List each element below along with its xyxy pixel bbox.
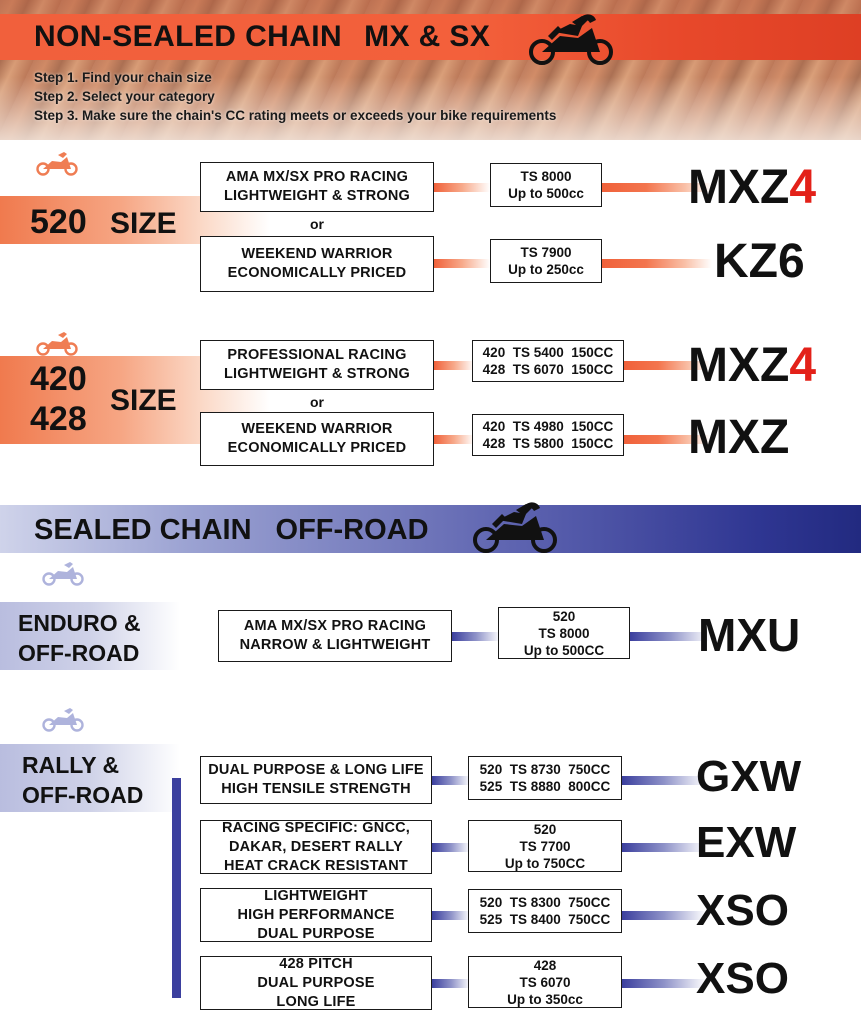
cc-rating: 750CC bbox=[568, 912, 611, 927]
product-code-mxz4-420 bbox=[688, 338, 816, 393]
product-code-gxw: GXW bbox=[696, 752, 802, 801]
cc-size: 520 bbox=[479, 762, 503, 777]
size-number-428: 428 bbox=[30, 400, 87, 438]
product-code-mxu: MXU bbox=[698, 609, 801, 661]
connector-rally-lightweight-code bbox=[622, 911, 706, 920]
connector-420-pro bbox=[434, 361, 474, 370]
cc-box-420-weekend[interactable] bbox=[472, 414, 624, 456]
product-code-text: MXZ bbox=[688, 161, 790, 214]
cc-size: 525 bbox=[479, 912, 503, 927]
category-line-1: WEEKEND WARRIOR bbox=[241, 421, 393, 437]
cc-size: 420 bbox=[482, 419, 506, 434]
cc-line-3: Up to 500CC bbox=[523, 642, 605, 658]
connector-rally-racing-code bbox=[622, 843, 706, 852]
category-line-2: HIGH PERFORMANCE bbox=[237, 906, 395, 923]
cc-ts: TS 8300 bbox=[509, 895, 561, 910]
cc-rating: 800CC bbox=[568, 779, 611, 794]
page-title bbox=[34, 20, 490, 54]
category-line-2: NARROW & LIGHTWEIGHT bbox=[239, 637, 431, 653]
cc-row-2 bbox=[480, 778, 611, 795]
connector-rally-428 bbox=[432, 979, 470, 988]
cc-box-420-pro[interactable] bbox=[472, 340, 624, 382]
cc-ts: TS 8400 bbox=[509, 912, 561, 927]
cc-size: 520 bbox=[479, 895, 503, 910]
cc-row-1 bbox=[483, 344, 614, 361]
cc-ts: TS 4980 bbox=[512, 419, 564, 434]
cc-line-2: TS 6070 bbox=[519, 974, 571, 990]
connector-enduro bbox=[452, 632, 500, 641]
connector-rally-lightweight bbox=[432, 911, 470, 920]
sealed-title-main: SEALED CHAIN bbox=[34, 514, 252, 546]
label-line-1: ENDURO & bbox=[18, 610, 141, 636]
category-line-2: LIGHTWEIGHT & STRONG bbox=[223, 366, 411, 382]
cc-size: 428 bbox=[482, 436, 506, 451]
cc-ts: TS 8730 bbox=[509, 762, 561, 777]
dirt-bike-small-icon-420 bbox=[34, 330, 80, 356]
category-tab-enduro-label bbox=[18, 608, 141, 668]
category-line-1: RACING SPECIFIC: GNCC, bbox=[221, 819, 411, 836]
size-word-520: SIZE bbox=[110, 207, 177, 240]
category-box-rally-lightweight[interactable] bbox=[200, 888, 432, 942]
connector-rally-dual-code bbox=[622, 776, 706, 785]
cc-line-1: 520 bbox=[533, 821, 557, 837]
product-code-xso-428: XSO bbox=[696, 954, 789, 1003]
product-code-mxz-420: MXZ bbox=[688, 411, 790, 464]
page-title-main: NON-SEALED CHAIN bbox=[34, 20, 343, 53]
cc-box-rally-racing[interactable] bbox=[468, 820, 622, 872]
cc-box-rally-lightweight[interactable] bbox=[468, 889, 622, 933]
dirt-bike-icon bbox=[520, 12, 620, 66]
cc-box-enduro[interactable] bbox=[498, 607, 630, 659]
category-line-2: ECONOMICALLY PRICED bbox=[227, 440, 407, 456]
connector-520-pro bbox=[434, 183, 490, 192]
category-tab-rally-label bbox=[22, 750, 143, 810]
category-box-rally-racing[interactable] bbox=[200, 820, 432, 874]
category-box-420-weekend[interactable] bbox=[200, 412, 434, 466]
category-box-rally-428[interactable] bbox=[200, 956, 432, 1010]
cc-row-2 bbox=[483, 435, 614, 452]
connector-520-weekend-code bbox=[602, 259, 712, 268]
cc-line-1: TS 7900 bbox=[520, 245, 572, 260]
category-box-420-pro[interactable] bbox=[200, 340, 434, 390]
cc-ts: TS 5800 bbox=[512, 436, 564, 451]
cc-line-3: Up to 750CC bbox=[504, 855, 586, 871]
cc-rating: 750CC bbox=[568, 762, 611, 777]
rally-branch-line bbox=[172, 778, 181, 998]
category-line-2: LIGHTWEIGHT & STRONG bbox=[223, 188, 411, 204]
category-line-1: WEEKEND WARRIOR bbox=[241, 246, 393, 262]
label-line-2: OFF-ROAD bbox=[18, 640, 140, 666]
category-line-1: AMA MX/SX PRO RACING bbox=[225, 169, 409, 185]
category-line-1: AMA MX/SX PRO RACING bbox=[243, 618, 427, 634]
connector-rally-dual bbox=[432, 776, 470, 785]
cc-row-1 bbox=[480, 761, 611, 778]
size-number-520: 520 bbox=[30, 203, 87, 241]
product-code-kz6-520: KZ6 bbox=[714, 235, 805, 288]
product-code-exw: EXW bbox=[696, 818, 797, 867]
connector-420-weekend bbox=[434, 435, 474, 444]
cc-line-1: 428 bbox=[533, 957, 557, 973]
connector-rally-racing bbox=[432, 843, 470, 852]
sealed-title-sub: OFF-ROAD bbox=[275, 514, 429, 546]
cc-line-2: TS 7700 bbox=[519, 838, 571, 854]
category-line-3: HEAT CRACK RESISTANT bbox=[224, 857, 408, 874]
cc-box-520-pro[interactable] bbox=[490, 163, 602, 207]
category-line-1: LIGHTWEIGHT bbox=[264, 887, 368, 904]
cc-ts: TS 6070 bbox=[512, 362, 564, 377]
cc-rating: 150CC bbox=[571, 419, 614, 434]
step-1: Step 1. Find your chain size bbox=[34, 70, 212, 85]
category-line-3: DUAL PURPOSE bbox=[257, 925, 375, 942]
cc-line-1: 520 bbox=[552, 608, 576, 624]
category-box-520-weekend[interactable] bbox=[200, 236, 434, 292]
step-2: Step 2. Select your category bbox=[34, 89, 215, 104]
product-code-accent: 4 bbox=[789, 339, 817, 392]
non-sealed-header bbox=[0, 0, 861, 140]
cc-line-3: Up to 350cc bbox=[507, 991, 583, 1007]
product-code-mxz4-520 bbox=[688, 160, 816, 215]
size-word-420-428: SIZE bbox=[110, 384, 177, 417]
category-line-1: DUAL PURPOSE & LONG LIFE bbox=[208, 762, 424, 778]
category-line-1: PROFESSIONAL RACING bbox=[227, 347, 407, 363]
cc-ts: TS 5400 bbox=[512, 345, 564, 360]
dirt-bike-small-icon-rally bbox=[40, 706, 86, 732]
category-box-enduro[interactable] bbox=[218, 610, 452, 662]
product-code-text: MXZ bbox=[688, 339, 790, 392]
category-box-rally-dual[interactable] bbox=[200, 756, 432, 804]
category-line-2: DAKAR, DESERT RALLY bbox=[228, 838, 404, 855]
connector-520-weekend bbox=[434, 259, 490, 268]
cc-rating: 750CC bbox=[568, 895, 611, 910]
dirt-bike-small-icon-enduro bbox=[40, 560, 86, 586]
cc-line-1: TS 8000 bbox=[520, 169, 572, 184]
category-line-3: LONG LIFE bbox=[276, 993, 356, 1010]
cc-size: 428 bbox=[482, 362, 506, 377]
label-line-1: RALLY & bbox=[22, 752, 120, 778]
cc-box-rally-dual[interactable] bbox=[468, 756, 622, 800]
cc-row-1 bbox=[483, 418, 614, 435]
category-line-1: 428 PITCH bbox=[279, 955, 353, 972]
cc-line-2: Up to 500cc bbox=[508, 186, 584, 201]
connector-rally-428-code bbox=[622, 979, 706, 988]
instruction-steps bbox=[34, 68, 556, 125]
product-code-xso-520: XSO bbox=[696, 886, 789, 935]
dirt-bike-small-icon-520 bbox=[34, 150, 80, 176]
category-line-2: DUAL PURPOSE bbox=[257, 974, 375, 991]
cc-ts: TS 8880 bbox=[509, 779, 561, 794]
cc-box-520-weekend[interactable] bbox=[490, 239, 602, 283]
cc-row-2 bbox=[480, 911, 611, 928]
or-label-420: or bbox=[310, 394, 324, 410]
cc-box-rally-428[interactable] bbox=[468, 956, 622, 1008]
category-line-2: ECONOMICALLY PRICED bbox=[227, 265, 407, 281]
label-line-2: OFF-ROAD bbox=[22, 782, 144, 808]
cc-row-1 bbox=[480, 894, 611, 911]
cc-rating: 150CC bbox=[571, 436, 614, 451]
size-number-420: 420 bbox=[30, 360, 87, 398]
sealed-title bbox=[34, 514, 429, 547]
cc-size: 525 bbox=[479, 779, 503, 794]
category-box-520-pro[interactable] bbox=[200, 162, 434, 212]
cc-rating: 150CC bbox=[571, 362, 614, 377]
cc-size: 420 bbox=[482, 345, 506, 360]
step-3: Step 3. Make sure the chain's CC rating meets or exceeds your bike requirements bbox=[34, 108, 557, 123]
cc-row-2 bbox=[483, 361, 614, 378]
dirt-bike-icon-sealed bbox=[466, 498, 566, 554]
category-line-2: HIGH TENSILE STRENGTH bbox=[221, 781, 411, 797]
cc-line-2: Up to 250cc bbox=[508, 262, 584, 277]
product-code-accent: 4 bbox=[789, 161, 817, 214]
cc-rating: 150CC bbox=[571, 345, 614, 360]
cc-line-2: TS 8000 bbox=[538, 625, 590, 641]
or-label-520: or bbox=[310, 216, 324, 232]
page-title-sub: MX & SX bbox=[364, 20, 491, 53]
